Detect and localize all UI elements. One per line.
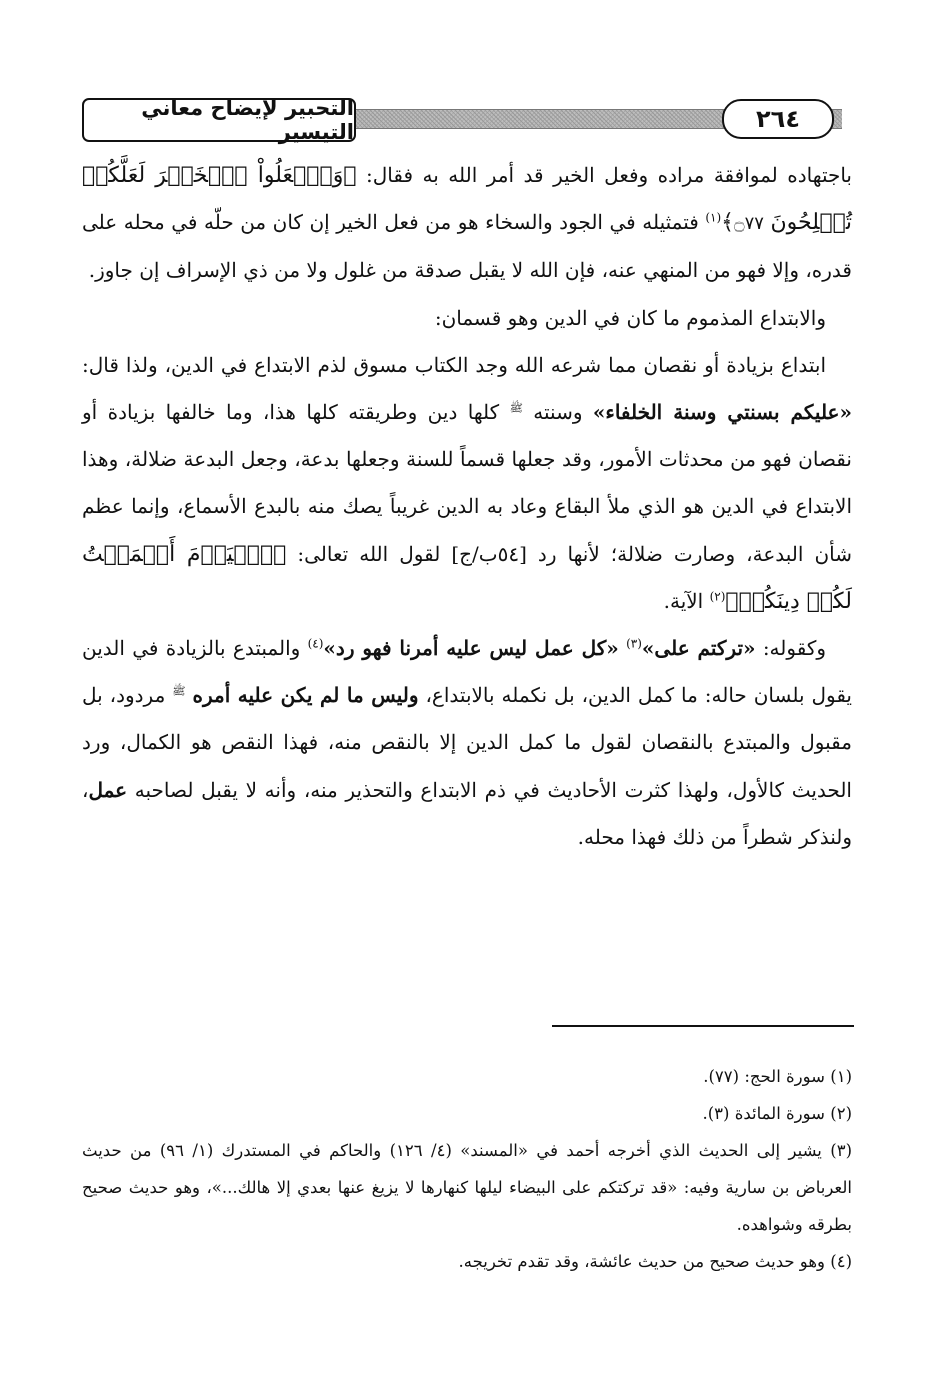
footnote-ref-4[interactable]: (٤) — [307, 636, 324, 651]
text-segment: وكقوله: — [755, 636, 827, 661]
hadith-quote: «كل عمل ليس عليه أمرنا فهو رد» — [323, 636, 619, 661]
main-text — [82, 152, 852, 861]
footnote-separator — [552, 1025, 854, 1027]
footnote-1: (١) سورة الحج: (٧٧). — [703, 1067, 852, 1086]
footnote-3: (٣) يشير إلى الحديث الذي أخرجه أحمد في «المسند» (٤/ ١٢٦) والحاكم في المستدرك (١/ ٩٦) من حديث العرباض بن سارية وفيه: «قد تركتكم على البيضاء ليلها كنهارها لا يزيغ عنها بعدي إلا هالك...»، وهو حديث صحيح بطرقه وشواهده. — [82, 1141, 853, 1234]
footnotes — [82, 1058, 852, 1280]
book-title: التحبير لإيضاح معاني التيسير — [82, 98, 356, 142]
page-header — [82, 96, 842, 144]
text-segment: كلها دين وطريقته كلها هذا، وما خالفها بزيادة أو نقصان فهو من محدثات الأمور، وقد جعلها قسماً للسنة وجعلها بدعة، وجعل البدعة ضلالة، وهذا الابتداع في الدين هو الذي ملأ البقاع وعاد به الدين غريباً يصك منه بالبدع الأسماع، وإنما عظم شأن البدعة، وصارت ضلالة؛ لأنها رد [٥٤ب/ج] لقول الله تعالى: — [82, 400, 852, 566]
text-segment — [619, 636, 626, 660]
text-segment: والمبتدع بالزيادة في الدين يقول بلسان حاله: ما كمل الدين، بل نكمله بالابتداع، — [82, 636, 853, 708]
quran-verse: ﴿وَٱفۡعَلُواْ ٱلۡخَيۡرَ لَعَلَّكُمۡ تُفۡلِحُونَ — [82, 163, 853, 236]
text-segment: باجتهاده لموافقة مراده وفعل الخير قد أمر الله به فقال: — [356, 163, 852, 187]
text-segment: وسنته — [522, 400, 593, 425]
footnote-4: (٤) وهو حديث صحيح من حديث عائشة، وقد تقدم تخريجه. — [458, 1252, 852, 1271]
footnote-ref-1[interactable]: (١) — [705, 210, 722, 225]
emphasis-text: عمل — [88, 777, 128, 802]
footnote-ref-3[interactable]: (٣) — [626, 636, 642, 651]
footnote-ref-2[interactable]: (٢) — [709, 589, 726, 604]
emphasis-text: وليس ما لم يكن عليه أمره — [192, 683, 419, 708]
quran-verse: ﴿ٱلۡيَوۡمَ أَكۡمَلۡتُ لَكُمۡ دِينَكُمۡ﴾ — [82, 541, 852, 614]
text-segment: الآية. — [663, 588, 710, 613]
text-segment: ابتداع بزيادة أو نقصان مما شرعه الله وجد الكتاب مسوق لذم الابتداع في الدين، ولذا قال: — [82, 352, 826, 377]
text-segment: ، ولنذكر شطراً من ذلك فهذا محله. — [82, 777, 852, 849]
salla-honorific: ﷺ — [172, 684, 186, 698]
hadith-quote: «تركتم على» — [641, 636, 756, 661]
footnote-2: (٢) سورة المائدة (٣). — [702, 1104, 852, 1123]
paragraph-3 — [82, 342, 852, 625]
text-segment: مردود، بل مقبول والمبتدع بالنقصان لقول ما كمل الدين إلا بالنقص منه، فهذا النقص هو الكمال، ورد الحديث كالأول، ولهذا كثرت الأحاديث في ذم الابتداع والتحذير منه، وأنه لا يقبل لصاحبه — [82, 683, 852, 802]
paragraph-1 — [82, 152, 852, 295]
hadith-quote: «عليكم بسنتي وسنة الخلفاء» — [592, 400, 852, 425]
page-number: ٢٦٤ — [722, 99, 834, 139]
salla-honorific: ﷺ — [509, 401, 523, 415]
ayah-number-mark: ۝٧٧ — [734, 213, 764, 235]
paragraph-2: والابتداع المذموم ما كان في الدين وهو قسمان: — [434, 305, 826, 330]
text-segment: فتمثيله في الجود والسخاء هو من فعل الخير إن كان من حلّه في محله على قدره، وإلا فهو من المنهي عنه، فإن الله لا يقبل صدقة من غلول ولا من ذي الإسراف إن جاوز. — [82, 210, 852, 283]
paragraph-4 — [82, 625, 852, 861]
quran-verse-close: ﴾ — [721, 210, 735, 236]
